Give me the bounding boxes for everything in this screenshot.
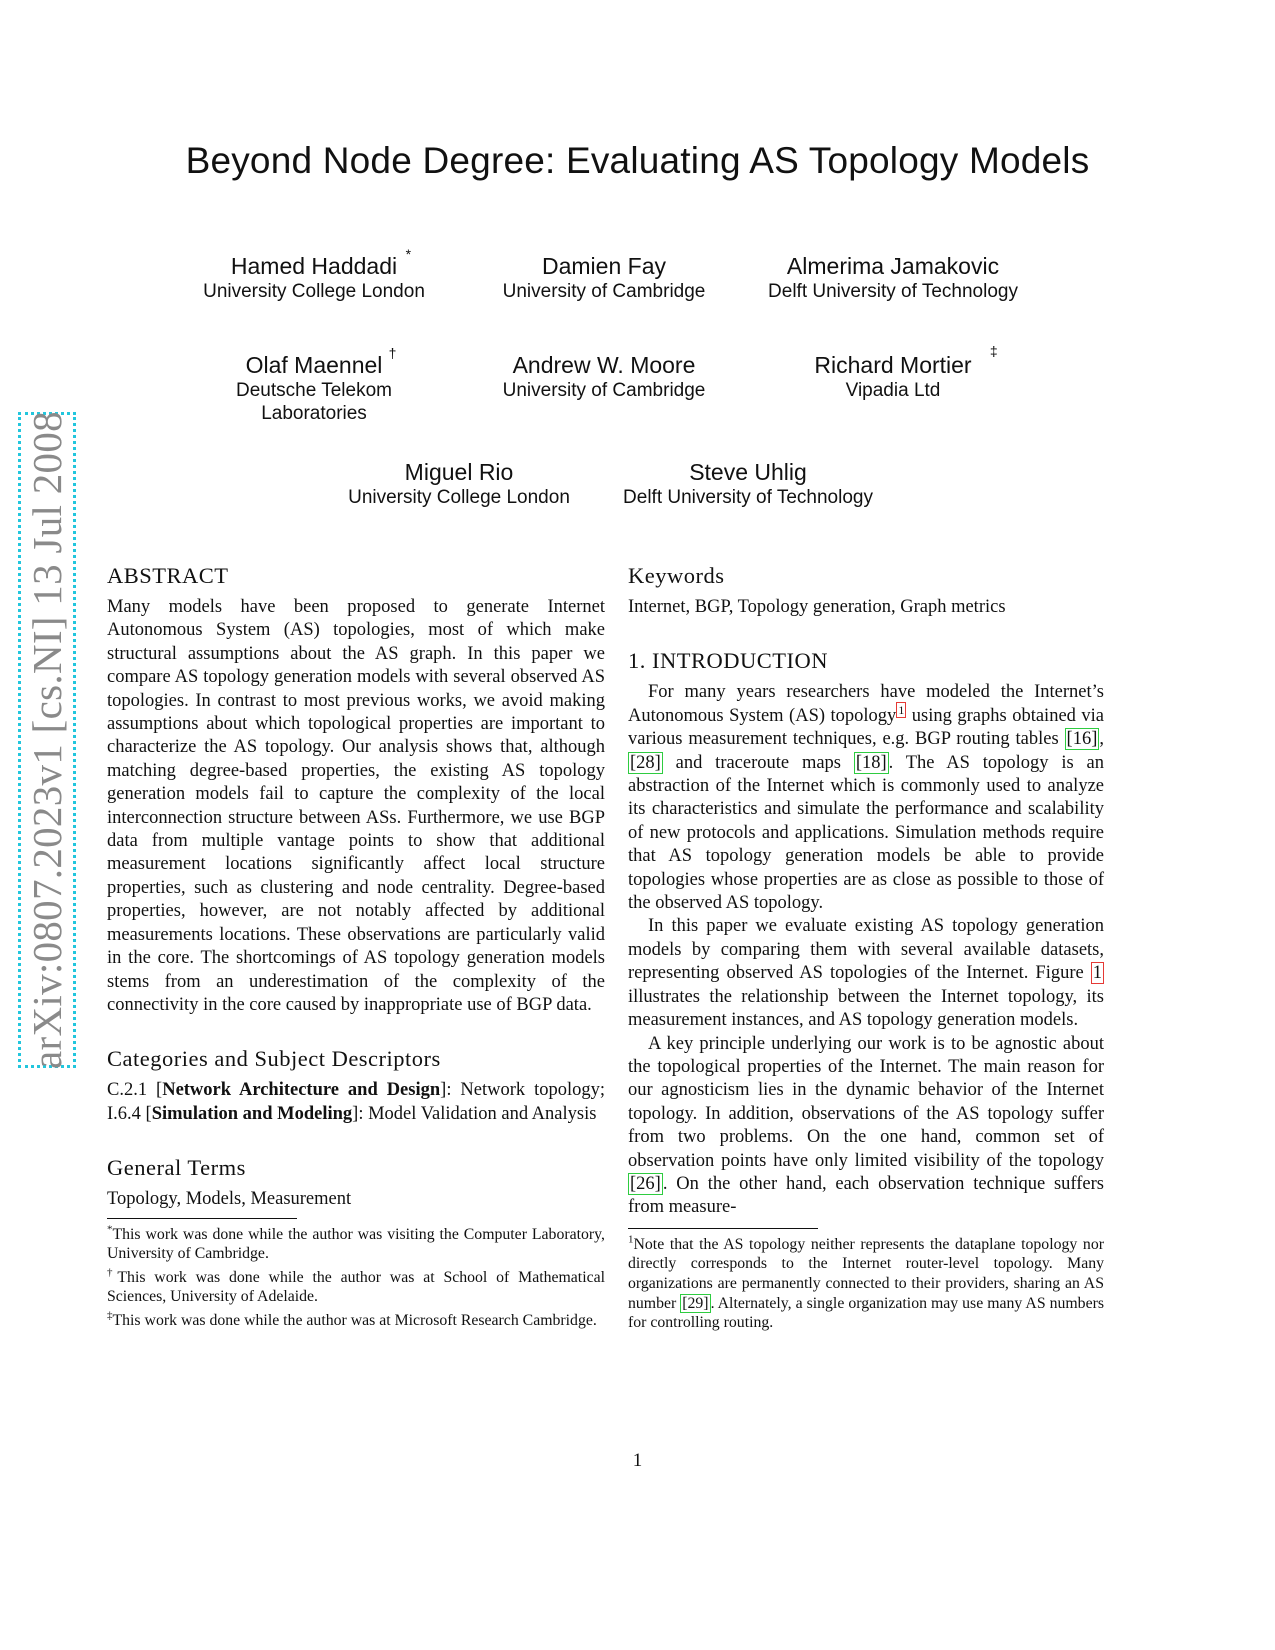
- citation-link[interactable]: [26]: [630, 1173, 661, 1194]
- author-affiliation: Vipadia Ltd: [845, 380, 941, 401]
- category-term: Network Architecture and Design: [162, 1080, 441, 1101]
- author-name: Olaf Maennel: [245, 352, 383, 378]
- left-column: [107, 562, 605, 1335]
- author-name: Miguel Rio: [404, 459, 514, 485]
- author-affiliation: University College London: [203, 281, 425, 302]
- categories-heading: Categories and Subject Descriptors: [107, 1046, 441, 1072]
- footnote-link[interactable]: 1: [898, 702, 905, 717]
- author-name: Richard Mortier: [814, 352, 972, 378]
- page-number: 1: [632, 1450, 643, 1471]
- author-block: [743, 252, 1043, 303]
- figure-link[interactable]: 1: [1092, 963, 1102, 984]
- arxiv-stamp-text: arXiv:0807.2023v1 [cs.NI] 13 Jul 2008: [24, 411, 70, 1069]
- citation-link[interactable]: [28]: [630, 752, 661, 773]
- footnote-rule: [107, 1218, 297, 1219]
- author-mark: †: [388, 345, 397, 361]
- intro-paragraph: In this paper we evaluate existing AS topology generation models by comparing them with several available datasets, representing observed AS topologies of the Internet. Figure 1 illustrates the relationship between the Internet topology, its measurement instances, and AS topology generation models.: [628, 916, 1104, 1031]
- author-block: [309, 458, 609, 509]
- author-affiliation: Delft University of Technology: [623, 487, 873, 508]
- introduction-heading: 1. INTRODUCTION: [628, 648, 828, 674]
- author-affiliation: Deutsche Telekom: [236, 380, 392, 401]
- author-affiliation: University of Cambridge: [502, 281, 706, 302]
- abstract-heading: ABSTRACT: [107, 563, 229, 588]
- author-block: [454, 351, 754, 402]
- author-affiliation: University College London: [348, 487, 570, 508]
- footnote: $^1$Note that the AS topology neither represents the dataplane topology nor directly corresponds to the Internet router-level topology. Many organizations are permanently connected to their providers, sharing an AS number [29] . Alternately, a single organization may use many AS numbers for controlling routing.: [628, 1233, 1104, 1332]
- keywords-text: Internet, BGP, Topology generation, Graph metrics: [628, 597, 1006, 617]
- right-column: [628, 562, 1104, 1337]
- author-affiliation: University of Cambridge: [502, 380, 706, 401]
- author-mark: *: [405, 246, 412, 262]
- author-mark: ‡: [989, 343, 998, 359]
- footnote: †This work was done while the author was at School of Mathematical Sciences, University of Adelaide.: [107, 1266, 605, 1306]
- abstract-text: Many models have been proposed to generate Internet Autonomous System (AS) topologies, most of which make structural assumptions about the AS graph. In this paper we compare AS topology generation models with several observed AS topologies. In contrast to most previous works, we avoid making assumptions about which topological properties are important to characterize the AS topology. Our analysis shows that, although matching degree-based properties, the existing AS topology generation models fail to capture the complexity of the local interconnection structure between ASs. Furthermore, we use BGP data from multiple vantage points to show that additional measurement locations significantly affect local structure properties, such as clustering and node centrality. Degree-based properties, however, are not notably affected by additional measurements locations. These observations are particularly valid in the core. The shortcomings of AS topology generation models stems from an underestimation of the complexity of the connectivity in the core caused by inappropriate use of BGP data.: [107, 597, 605, 1015]
- general-terms-text: Topology, Models, Measurement: [107, 1189, 352, 1210]
- paper-title: Beyond Node Degree: Evaluating AS Topology Models: [185, 140, 1090, 181]
- intro-paragraph: For many years researchers have modeled the Internet’s Autonomous System (AS) topology $^1$ using graphs obtained via various measurement techniques, e.g. BGP routing tables [16] , [28] and traceroute maps [18] . The AS topology is an abstraction of the Internet which is commonly used to analyze its characteristics and simulate the performance and scalability of new protocols and applications. Simulation methods require that AS topology generation models be able to provide topologies whose properties are as close as possible to those of the observed AS topology.: [628, 682, 1104, 914]
- author-block: [164, 345, 464, 425]
- arxiv-stamp[interactable]: [18, 412, 76, 1068]
- author-name: Almerima Jamakovic: [786, 253, 1000, 279]
- citation-link[interactable]: [29]: [682, 1294, 709, 1312]
- author-name: Steve Uhlig: [689, 459, 807, 485]
- citation-link[interactable]: [16]: [1066, 729, 1098, 750]
- author-name: Hamed Haddadi: [230, 253, 398, 279]
- footnote: ‡This work was done while the author was at Microsoft Research Cambridge.: [107, 1309, 597, 1329]
- author-affiliation: Laboratories: [261, 403, 367, 424]
- author-name: Damien Fay: [542, 253, 666, 279]
- author-block: [454, 252, 754, 303]
- author-affiliation: Delft University of Technology: [768, 281, 1018, 302]
- keywords-heading: Keywords: [628, 563, 725, 588]
- category-term: Simulation and Modeling: [151, 1103, 353, 1124]
- author-block: [743, 343, 1043, 402]
- footnote-rule: [628, 1228, 818, 1229]
- author-name: Andrew W. Moore: [512, 352, 696, 378]
- intro-paragraph: A key principle underlying our work is to be agnostic about the topological properties of the Internet. The main reason for our agnosticism lies in the dynamic behavior of the Internet topology. In addition, observations of the AS topology suffer from two problems. On the one hand, common set of observation points have only limited visibility of the topology [26] . On the other hand, each observation technique suffers from measure-: [628, 1033, 1104, 1218]
- footnote: *This work was done while the author was visiting the Computer Laboratory, University of Cambridge.: [107, 1223, 605, 1263]
- categories-text: C.2.1 [Network Architecture and Design]: Network topology; I.6.4 [Simulation and Modeling]: Model Validation and Analysis: [107, 1080, 606, 1124]
- citation-link[interactable]: [18]: [855, 752, 887, 773]
- general-terms-heading: General Terms: [107, 1155, 246, 1181]
- author-block: [164, 246, 464, 303]
- author-block: [598, 458, 898, 509]
